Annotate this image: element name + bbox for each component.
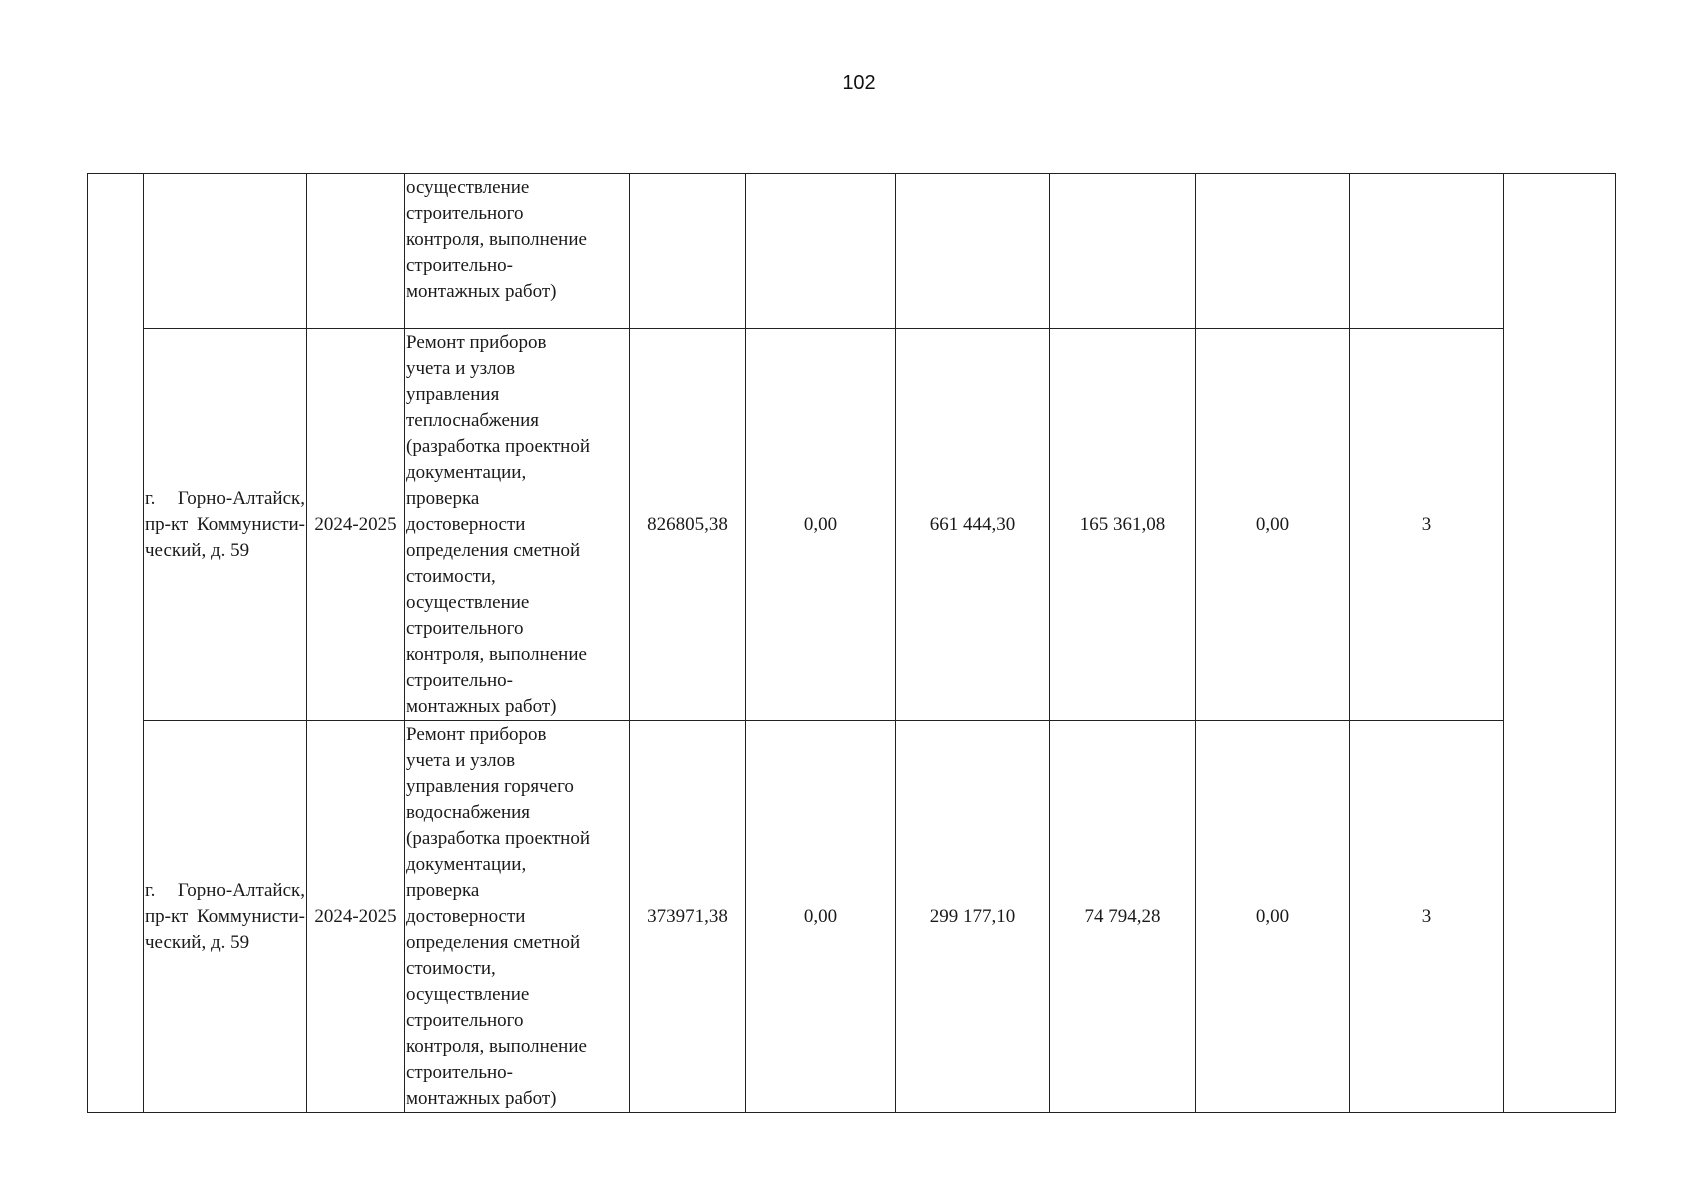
years-cell: 2024-2025 bbox=[307, 721, 405, 1113]
work-line: Ремонт приборов bbox=[406, 332, 547, 353]
amount-cell: 0,00 bbox=[746, 329, 896, 721]
amount-cell bbox=[1050, 174, 1196, 329]
amount-cell: 299 177,10 bbox=[896, 721, 1050, 1113]
work-line: документации, bbox=[406, 854, 527, 875]
work-line: контроля, выполнение bbox=[406, 1036, 587, 1057]
work-line: контроля, выполнение bbox=[406, 229, 587, 250]
years-cell bbox=[307, 174, 405, 329]
page-number: 102 bbox=[842, 72, 876, 94]
work-line: строительного bbox=[406, 618, 524, 639]
work-line: учета и узлов bbox=[406, 358, 516, 379]
table-row bbox=[88, 721, 1616, 1113]
work-line: учета и узлов bbox=[406, 750, 516, 771]
amount-cell: 74 794,28 bbox=[1050, 721, 1196, 1113]
count-cell bbox=[1350, 174, 1504, 329]
work-line: управления bbox=[406, 384, 500, 405]
amount-cell: 0,00 bbox=[1196, 721, 1350, 1113]
total-cost-cell: 826805,38 bbox=[630, 329, 746, 721]
works-table bbox=[87, 173, 1616, 1113]
work-line: стоимости, bbox=[406, 958, 496, 979]
work-line: строительного bbox=[406, 203, 524, 224]
work-line: (разработка проектной bbox=[406, 436, 590, 457]
work-line: проверка bbox=[406, 488, 480, 509]
amount-cell bbox=[1196, 174, 1350, 329]
work-line: определения сметной bbox=[406, 932, 581, 953]
work-line: Ремонт приборов bbox=[406, 724, 547, 745]
address-cell bbox=[144, 174, 307, 329]
row-number-cell bbox=[88, 174, 144, 1113]
work-line: осуществление bbox=[406, 984, 530, 1005]
work-line: монтажных работ) bbox=[406, 1088, 557, 1109]
work-line: документации, bbox=[406, 462, 527, 483]
amount-cell bbox=[896, 174, 1050, 329]
work-line: строительно- bbox=[406, 1062, 514, 1083]
work-line: теплоснабжения bbox=[406, 410, 539, 431]
work-line: контроля, выполнение bbox=[406, 644, 587, 665]
work-description-cell bbox=[405, 329, 630, 721]
work-line: проверка bbox=[406, 880, 480, 901]
amount-cell: 165 361,08 bbox=[1050, 329, 1196, 721]
work-line: стоимости, bbox=[406, 566, 496, 587]
work-line: определения сметной bbox=[406, 540, 581, 561]
work-line: управления горячего bbox=[406, 776, 574, 797]
work-line: строительно- bbox=[406, 670, 514, 691]
address-cell: г. Горно-Алтайск, пр-кт Коммунисти-ческий, д. 59 bbox=[144, 721, 307, 1113]
years-cell: 2024-2025 bbox=[307, 329, 405, 721]
amount-cell: 661 444,30 bbox=[896, 329, 1050, 721]
work-line: достоверности bbox=[406, 514, 526, 535]
work-line: строительно- bbox=[406, 255, 514, 276]
work-line: осуществление bbox=[406, 177, 530, 198]
work-line: строительного bbox=[406, 1010, 524, 1031]
work-line: монтажных работ) bbox=[406, 696, 557, 717]
work-description-cell bbox=[405, 721, 630, 1113]
table-row bbox=[88, 174, 1616, 329]
amount-cell bbox=[746, 174, 896, 329]
work-line: водоснабжения bbox=[406, 802, 531, 823]
work-line: осуществление bbox=[406, 592, 530, 613]
amount-cell: 0,00 bbox=[746, 721, 896, 1113]
count-cell: 3 bbox=[1350, 721, 1504, 1113]
address-cell: г. Горно-Алтайск, пр-кт Коммунисти-ческий, д. 59 bbox=[144, 329, 307, 721]
work-line: монтажных работ) bbox=[406, 281, 557, 302]
total-cost-cell bbox=[630, 174, 746, 329]
amount-cell: 0,00 bbox=[1196, 329, 1350, 721]
work-line: (разработка проектной bbox=[406, 828, 590, 849]
notes-cell bbox=[1504, 174, 1616, 1113]
count-cell: 3 bbox=[1350, 329, 1504, 721]
work-line: достоверности bbox=[406, 906, 526, 927]
table-row bbox=[88, 329, 1616, 721]
work-description-cell bbox=[405, 174, 630, 329]
total-cost-cell: 373971,38 bbox=[630, 721, 746, 1113]
